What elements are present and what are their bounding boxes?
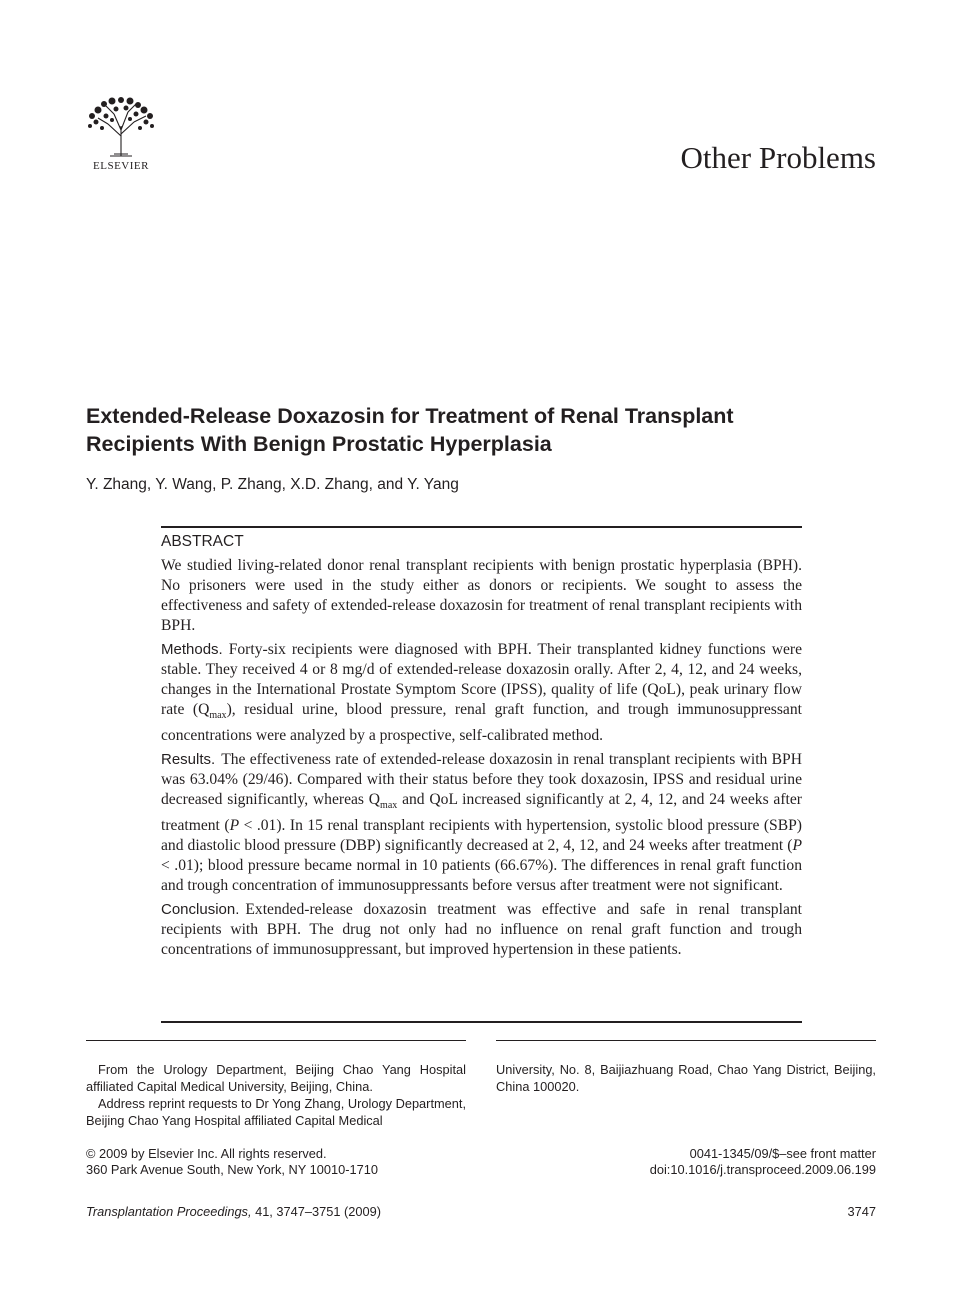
- publisher-logo: [84, 96, 158, 174]
- footnotes-right-column: [496, 1061, 876, 1095]
- reprint-footnote-part1: Address reprint requests to Dr Yong Zhang, Urology Department, Beijing Chao Yang Hospital affiliated Capital Medical: [86, 1096, 466, 1128]
- results-label: Results.: [161, 751, 216, 769]
- abstract-bottom-rule: [161, 1021, 802, 1023]
- abstract-intro: We studied living-related donor renal transplant recipients with benign prostatic hyperplasia (BPH). No prisoners were used in the study either as donors or recipients. We sought to assess the effectiveness and safety of extended-release doxazosin for treatment of renal transplant recipients with BPH.: [161, 557, 802, 634]
- reprint-footnote-part2: University, No. 8, Baijiazhuang Road, Chao Yang District, Beijing, China 100020.: [496, 1062, 876, 1094]
- article-title: Extended-Release Doxazosin for Treatment of Renal Transplant Recipients With Benign Prostatic Hyperplasia: [86, 404, 734, 456]
- section-heading: Other Problems: [680, 140, 876, 175]
- tree-logo-icon: [84, 96, 158, 158]
- identifier-block: [650, 1146, 876, 1177]
- page-number: 3747: [847, 1204, 876, 1219]
- affiliation-footnote: From the Urology Department, Beijing Chao Yang Hospital affiliated Capital Medical University, Beijing, China.: [86, 1062, 466, 1094]
- journal-name: Transplantation Proceedings,: [86, 1204, 252, 1219]
- copyright-line: © 2009 by Elsevier Inc. All rights reserved.: [86, 1146, 327, 1161]
- abstract: [161, 532, 802, 964]
- conclusion-label: Conclusion.: [161, 901, 240, 919]
- abstract-methods: Methods. Forty-six recipients were diagnosed with BPH. Their transplanted kidney functions were stable. They received 4 or 8 mg/d of extended-release doxazosin orally. After 2, 4, 12, and 24 weeks, changes in the International Prostate Symptom Score (IPSS), quality of life (QoL), peak urinary flow rate $(Q_{max})$, residual urine, blood pressure, renal graft function, and trough immunosuppressant concentrations were analyzed by a prospective, self-calibrated method.: [161, 641, 802, 745]
- abstract-heading: ABSTRACT: [161, 533, 244, 550]
- copyright-block: [86, 1146, 378, 1177]
- journal-citation: [86, 1204, 381, 1219]
- issn-line: 0041-1345/09/$–see front matter: [689, 1146, 876, 1161]
- doi-line: doi:10.1016/j.transproceed.2009.06.199: [649, 1161, 876, 1177]
- abstract-top-rule: [161, 526, 802, 528]
- abstract-results: Results. The effectiveness rate of extended-release doxazosin in renal transplant recipients with BPH was 63.04% (29/46). Compared with their status before they took doxazosin, IPSS and residual urine decreased significantly, whereas $Q_{max}$ and QoL increased significantly at 2, 4, 12, and 24 weeks after treatment (P < .01). In 15 renal transplant recipients with hypertension, systolic blood pressure (SBP) and diastolic blood pressure (DBP) significantly decreased at 2, 4, 12, and 24 weeks after treatment (P < .01); blood pressure became normal in 10 patients (66.67%). The differences in renal graft function and trough concentration of immunosuppressants before versus after treatment were not significant.: [161, 751, 802, 895]
- publisher-address: 360 Park Avenue South, New York, NY 10010-1710: [86, 1161, 378, 1177]
- methods-label: Methods.: [161, 641, 223, 658]
- journal-volume-pages: 41, 3747–3751 (2009): [251, 1204, 382, 1219]
- footnote-rule-right: [496, 1040, 876, 1041]
- author-list: Y. Zhang, Y. Wang, P. Zhang, X.D. Zhang, and Y. Yang: [86, 476, 459, 493]
- abstract-conclusion: Conclusion. Extended-release doxazosin treatment was effective and safe in renal transplant recipients with BPH. The drug not only had no influence on renal graft function and trough concentrations of immunosuppressant, but improved hypertension in these patients.: [161, 901, 802, 959]
- publisher-name: ELSEVIER: [93, 160, 149, 172]
- footnotes-left-column: [86, 1061, 466, 1129]
- footnote-rule-left: [86, 1040, 466, 1041]
